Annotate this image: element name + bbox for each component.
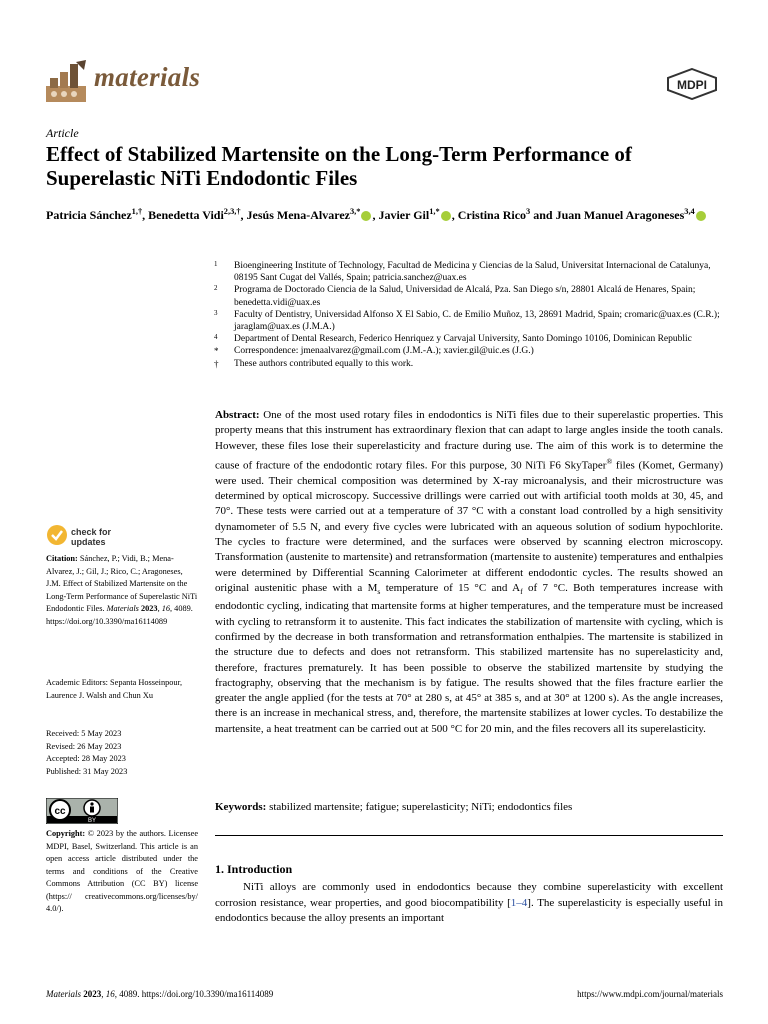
equal-contribution-note: † These authors contributed equally to this work.: [214, 358, 414, 369]
author-name: Juan Manuel Aragoneses: [555, 208, 685, 222]
check-for-updates-button[interactable]: check for updates: [46, 524, 196, 552]
author-name: Benedetta Vidi: [148, 208, 224, 222]
author-name: Javier Gil: [378, 208, 430, 222]
svg-text:cc: cc: [54, 806, 66, 817]
affiliation: 3 Faculty of Dentistry, Universidad Alfonso X El Sabio, C. de Emilio Muñoz, 13, 28691 Madrid, Spain; cromaric@uax.es (C.R.); jaraglam@uax.es (J.M.A.): [214, 308, 720, 333]
dates-block: Received: 5 May 2023 Revised: 26 May 2023 Accepted: 28 May 2023 Published: 31 May 2023: [46, 729, 128, 776]
orcid-icon[interactable]: [696, 211, 706, 221]
copyright-notice: Copyright: © 2023 by the authors. Licensee MDPI, Basel, Switzerland. This article is an open access article distributed under the terms and conditions of the Creative Commons Attribution (CC BY) license (https:// creativecommons.org/licenses/by/ 4.0/).: [46, 829, 199, 913]
introduction-text: NiTi alloys are commonly used in endodontics because they combine superelasticity with excellent corrosion resistance, wear properties, and good biocompatibility [1–4]. The superelasticity is especially useful in endodontics because the alloy presents an important: [215, 881, 723, 924]
cc-by-license-icon[interactable]: [46, 798, 118, 824]
author-name: Patricia Sánchez: [46, 208, 132, 222]
author-name: Jesús Mena-Alvarez: [246, 208, 350, 222]
affiliation: 2 Programa de Doctorado Ciencia de la Salud, Universidad de Alcalá, Pza. San Diego s/n, 28801 Alcalá de Henares, Spain; benedetta.vidi@uax.es: [214, 284, 696, 308]
paper-title: Effect of Stabilized Martensite on the Long-Term Performance of Superelastic NiTi Endodontic Files: [46, 142, 632, 190]
svg-text:BY: BY: [87, 818, 97, 824]
orcid-icon[interactable]: [441, 211, 451, 221]
affiliation: 4 Department of Dental Research, Federico Henriquez y Carvajal University, Santo Domingo 10106, Dominican Republic: [214, 333, 692, 345]
affiliations: [212, 260, 724, 370]
affiliation: 1 Bioengineering Institute of Technology, Facultad de Medicina y Ciencias de la Salud, Universitat Internacional de Catalunya, 08195 Sant Cugat del Vallés, Spain; patricia.sanchez@uax.es: [214, 260, 711, 284]
citation-block: Citation: Sánchez, P.; Vidi, B.; Mena-Alvarez, J.; Gil, J.; Rico, C.; Aragoneses, J.M. Effect of Stabilized Martensite on the Long-Term Performance of Superelastic NiTi Endodontic Files. Materials 2023, 16, 4089. https://doi.org/10.3390/ma16114089: [46, 554, 198, 626]
svg-text:MDPI: MDPI: [677, 78, 707, 92]
orcid-icon[interactable]: [361, 211, 371, 221]
article-type: Article: [46, 126, 79, 140]
author-name: Cristina Rico: [457, 208, 527, 222]
academic-editors: Academic Editors: Sepanta Hosseinpour, Laurence J. Walsh and Chun Xu: [46, 678, 183, 700]
journal-url-link[interactable]: https://www.mdpi.com/journal/materials: [577, 989, 723, 999]
journal-logo-icon: [46, 60, 86, 102]
section-heading: 1. Introduction: [215, 862, 293, 876]
correspondence: * Correspondence: jmenaalvarez@gmail.com (J.M.-A.); xavier.gil@uic.es (J.G.): [214, 346, 534, 357]
keywords: Keywords: stabilized martensite; fatigue; superelasticity; NiTi; endodontics files: [215, 801, 573, 813]
author-list: Patricia Sánchez$^{1,\dagger}$, Benedetta Vidi$^{2,3,\dagger}$, Jesús Mena-Alvarez$^{3,*}$ , Javier Gil$^{1,*}$ , Cristina Rico$^3$ and Juan Manuel Aragoneses$^{3,4}$: [46, 204, 726, 223]
reference-link[interactable]: 1–4: [510, 896, 528, 909]
check-updates-icon: [46, 524, 68, 546]
divider: [215, 835, 723, 836]
footer-citation: Materials 2023, 16, 4089. https://doi.org/10.3390/ma16114089: [46, 989, 274, 999]
mdpi-logo-icon: [666, 68, 718, 100]
abstract: Abstract: One of the most used rotary files in endodontics is NiTi files due to their superelastic properties. This property means that this instrument has extraordinary flexion that can adapt to large angles inside the tooth canals. However, these files lose their superelasticity and fracture during use. The aim of this work is to determine the cause of fracture of the endodontic rotary files. For this purpose, 30 NiTi F6 SkyTaper® files (Komet, Germany) were used. Their chemical composition was determined by X-ray microanalysis, and their microstructure was determined by optical microscopy. Successive drillings were carried out with artificial tooth molds at 30, 45, and 70°. These tests were carried out at a temperature of 37 °C with a constant load controlled by a high sensitivity dynamometer of 5.5 N, and every five cycles were lubricated with an aqueous solution of sodium hypochlorite. The cycles to fracture were determined, and the surfaces were observed by scanning electron microscopy. Transformation (austenite to martensite) and retransformation (martensite to austenite) temperatures and enthalpies were determined by Differential Scanning Calorimeter at different endodontic cycles. The results showed an original austenitic phase with a $M_s$ temperature of 15 °C and $A_f$ of 7 °C. Both temperatures increase with endodontic cycling, indicating that martensite forms at higher temperatures, and the temperature must be increased with cycling to retransform it to austenite. This fact indicates the stabilization of martensite with cycling, which is confirmed by the decrease in both transformation and retransformation enthalpies. The martensite is stabilized in the structure due to defects and does not retransform. This stabilized martensite has no superelasticity and, therefore, fractures prematurely. It has been possible to observe the stabilized martensite by studying the fractography, observing that the mechanism is by fatigue. The results showed that the files fracture earlier the greater the angle applied (for the tests at 70° at 280 s, at 45° at 385 s, and at 30° at 1200 s). As the angle increases, there is an increase in mechanical stress, and, therefore, the martensite stabilizes at lower cycles. To destabilize the martensite, a heat treatment can be carried out at 500 °C for 20 min, and the files recovers all its superelasticity.: [215, 409, 724, 735]
journal-name: materials: [94, 62, 201, 92]
